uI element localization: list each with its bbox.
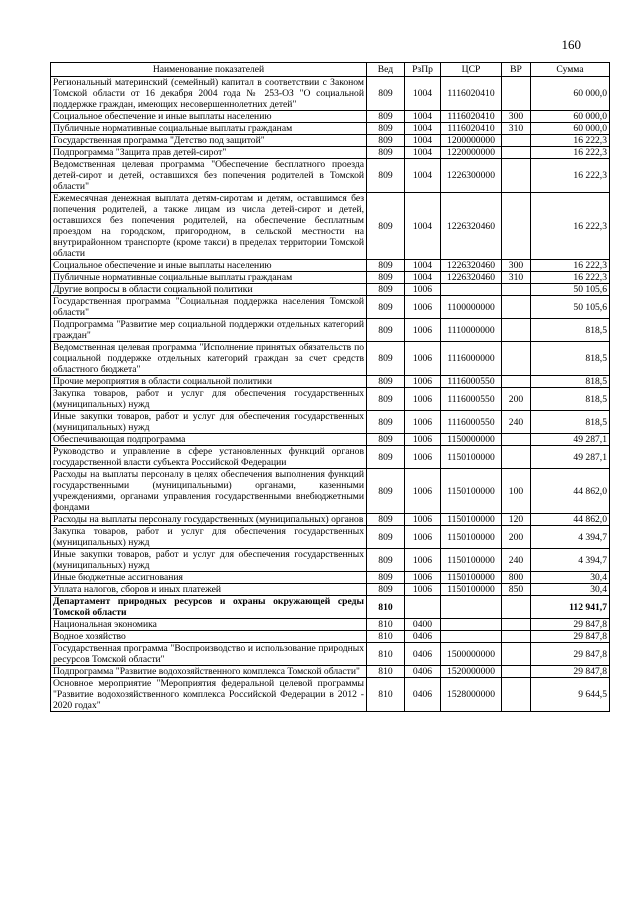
table-row: [51, 549, 610, 572]
cell-csr: [441, 284, 502, 296]
cell-rzpr: 0406: [405, 631, 441, 643]
cell-vr: 240: [502, 411, 531, 434]
cell-ved: 809: [367, 549, 405, 572]
cell-name: Прочие мероприятия в области социальной политики: [51, 376, 367, 388]
cell-name: Ежемесячная денежная выплата детям-сиротам и детям, оставшимся без попечения родителей, а также лицам из числа детей-сирот и детей, оставшихся без попечения родителей, на обеспечение бесплатным проездом на городском, пригородном, в сельской местности на внутрирайонном транспорте (кроме такси) в пределах территории Томской области: [51, 193, 367, 260]
cell-ved: 809: [367, 388, 405, 411]
cell-sum: 60 000,0: [531, 111, 610, 123]
budget-table: [50, 62, 610, 712]
table-row: [51, 260, 610, 272]
cell-csr: 1150100000: [441, 526, 502, 549]
cell-ved: 809: [367, 446, 405, 469]
table-row: [51, 342, 610, 376]
cell-rzpr: 1006: [405, 514, 441, 526]
cell-rzpr: 1006: [405, 296, 441, 319]
cell-name: Ведомственная целевая программа "Исполнение принятых обязательств по социальной поддержке отдельных категорий граждан за счет средств областного бюджета": [51, 342, 367, 376]
cell-sum: 818,5: [531, 388, 610, 411]
cell-csr: 1226320460: [441, 260, 502, 272]
table-row: [51, 147, 610, 159]
cell-csr: 1116000000: [441, 342, 502, 376]
cell-rzpr: 1006: [405, 284, 441, 296]
cell-name: Подпрограмма "Развитие водохозяйственного комплекса Томской области": [51, 666, 367, 678]
cell-ved: 809: [367, 296, 405, 319]
cell-vr: [502, 193, 531, 260]
table-row: [51, 319, 610, 342]
cell-ved: 809: [367, 376, 405, 388]
cell-ved: 809: [367, 272, 405, 284]
table-row: [51, 123, 610, 135]
cell-vr: 310: [502, 272, 531, 284]
table-row: [51, 284, 610, 296]
table-row: [51, 111, 610, 123]
cell-name: Подпрограмма "Защита прав детей-сирот": [51, 147, 367, 159]
table-row: [51, 446, 610, 469]
cell-rzpr: 1006: [405, 319, 441, 342]
table-header-row: [51, 63, 610, 77]
cell-sum: 16 222,3: [531, 193, 610, 260]
cell-vr: [502, 135, 531, 147]
cell-vr: [502, 284, 531, 296]
cell-csr: 1150000000: [441, 434, 502, 446]
cell-vr: [502, 678, 531, 712]
cell-ved: 809: [367, 159, 405, 193]
cell-sum: 9 644,5: [531, 678, 610, 712]
table-row: [51, 159, 610, 193]
cell-name: Обеспечивающая подпрограмма: [51, 434, 367, 446]
cell-name: Публичные нормативные социальные выплаты гражданам: [51, 123, 367, 135]
cell-csr: 1116000550: [441, 411, 502, 434]
cell-name: Государственная программа "Воспроизводство и использование природных ресурсов Томской области": [51, 643, 367, 666]
cell-rzpr: [405, 596, 441, 619]
cell-ved: 809: [367, 434, 405, 446]
cell-name: Государственная программа "Социальная поддержка населения Томской области": [51, 296, 367, 319]
cell-name: Расходы на выплаты персоналу государственных (муниципальных) органов: [51, 514, 367, 526]
cell-ved: 809: [367, 260, 405, 272]
cell-sum: 44 862,0: [531, 514, 610, 526]
cell-ved: 809: [367, 342, 405, 376]
cell-rzpr: 0400: [405, 619, 441, 631]
cell-vr: 300: [502, 111, 531, 123]
cell-rzpr: 1006: [405, 469, 441, 514]
cell-csr: [441, 631, 502, 643]
cell-ved: 810: [367, 631, 405, 643]
cell-csr: 1528000000: [441, 678, 502, 712]
cell-vr: [502, 596, 531, 619]
cell-ved: 809: [367, 111, 405, 123]
cell-vr: 850: [502, 584, 531, 596]
cell-csr: 1226300000: [441, 159, 502, 193]
cell-name: Закупка товаров, работ и услуг для обеспечения государственных (муниципальных) нужд: [51, 388, 367, 411]
cell-csr: [441, 619, 502, 631]
cell-vr: [502, 376, 531, 388]
cell-vr: [502, 631, 531, 643]
cell-sum: 818,5: [531, 319, 610, 342]
cell-sum: 30,4: [531, 584, 610, 596]
cell-csr: 1500000000: [441, 643, 502, 666]
cell-csr: 1220000000: [441, 147, 502, 159]
cell-rzpr: 0406: [405, 643, 441, 666]
cell-vr: 800: [502, 572, 531, 584]
table-row: [51, 411, 610, 434]
cell-name: Социальное обеспечение и иные выплаты населению: [51, 260, 367, 272]
cell-sum: 818,5: [531, 342, 610, 376]
cell-name: Иные бюджетные ассигнования: [51, 572, 367, 584]
cell-vr: 100: [502, 469, 531, 514]
cell-sum: 16 222,3: [531, 147, 610, 159]
cell-name: Публичные нормативные социальные выплаты гражданам: [51, 272, 367, 284]
cell-ved: 809: [367, 514, 405, 526]
cell-name: Ведомственная целевая программа "Обеспечение бесплатного проезда детей-сирот и детей, оставшихся без попечения родителей в Томской области": [51, 159, 367, 193]
table-row: [51, 596, 610, 619]
cell-ved: 810: [367, 596, 405, 619]
cell-sum: 29 847,8: [531, 643, 610, 666]
cell-rzpr: 0406: [405, 666, 441, 678]
cell-sum: 16 222,3: [531, 260, 610, 272]
cell-ved: 809: [367, 526, 405, 549]
table-row: [51, 619, 610, 631]
table-row: [51, 77, 610, 111]
cell-vr: [502, 342, 531, 376]
cell-vr: 310: [502, 123, 531, 135]
cell-csr: 1116000550: [441, 388, 502, 411]
cell-rzpr: 1006: [405, 572, 441, 584]
cell-rzpr: 1006: [405, 446, 441, 469]
cell-rzpr: 1006: [405, 584, 441, 596]
table-row: [51, 631, 610, 643]
cell-ved: 809: [367, 584, 405, 596]
cell-vr: [502, 319, 531, 342]
cell-sum: 29 847,8: [531, 666, 610, 678]
cell-sum: 16 222,3: [531, 135, 610, 147]
table-row: [51, 526, 610, 549]
cell-vr: [502, 77, 531, 111]
table-row: [51, 193, 610, 260]
cell-rzpr: 1004: [405, 111, 441, 123]
table-row: [51, 469, 610, 514]
table-row: [51, 584, 610, 596]
cell-sum: 30,4: [531, 572, 610, 584]
cell-csr: 1200000000: [441, 135, 502, 147]
cell-name: Подпрограмма "Развитие мер социальной поддержки отдельных категорий граждан": [51, 319, 367, 342]
cell-sum: 49 287,1: [531, 446, 610, 469]
cell-name: Закупка товаров, работ и услуг для обеспечения государственных (муниципальных) нужд: [51, 526, 367, 549]
cell-ved: 809: [367, 193, 405, 260]
cell-rzpr: 1004: [405, 77, 441, 111]
cell-sum: 60 000,0: [531, 77, 610, 111]
cell-rzpr: 1006: [405, 434, 441, 446]
cell-ved: 810: [367, 678, 405, 712]
cell-name: Водное хозяйство: [51, 631, 367, 643]
cell-vr: 240: [502, 549, 531, 572]
cell-rzpr: 1004: [405, 123, 441, 135]
table-row: [51, 296, 610, 319]
cell-csr: 1150100000: [441, 446, 502, 469]
cell-name: Другие вопросы в области социальной политики: [51, 284, 367, 296]
cell-name: Иные закупки товаров, работ и услуг для обеспечения государственных (муниципальных) нужд: [51, 411, 367, 434]
cell-rzpr: 1006: [405, 388, 441, 411]
cell-rzpr: 1006: [405, 549, 441, 572]
cell-csr: 1116000550: [441, 376, 502, 388]
table-row: [51, 514, 610, 526]
cell-rzpr: 1006: [405, 526, 441, 549]
cell-sum: 112 941,7: [531, 596, 610, 619]
cell-ved: 810: [367, 619, 405, 631]
cell-name: Государственная программа "Детство под защитой": [51, 135, 367, 147]
cell-name: Уплата налогов, сборов и иных платежей: [51, 584, 367, 596]
cell-name: Основное мероприятие "Мероприятия федеральной целевой программы "Развитие водохозяйственного комплекса Российской Федерации в 2012 - 2020 годах": [51, 678, 367, 712]
cell-name: Расходы на выплаты персоналу в целях обеспечения выполнения функций государственными (муниципальными) органами, казенными учреждениями, органами управления государственными внебюджетными фондами: [51, 469, 367, 514]
cell-sum: 44 862,0: [531, 469, 610, 514]
cell-ved: 809: [367, 411, 405, 434]
cell-vr: 120: [502, 514, 531, 526]
cell-rzpr: 1004: [405, 260, 441, 272]
cell-vr: [502, 147, 531, 159]
cell-rzpr: 1006: [405, 411, 441, 434]
cell-name: Руководство и управление в сфере установленных функций органов государственной власти субъекта Российской Федерации: [51, 446, 367, 469]
table-row: [51, 572, 610, 584]
table-row: [51, 376, 610, 388]
header-ved: Вед: [367, 63, 405, 77]
cell-sum: 4 394,7: [531, 549, 610, 572]
cell-csr: [441, 596, 502, 619]
cell-sum: 16 222,3: [531, 159, 610, 193]
cell-rzpr: 1004: [405, 272, 441, 284]
page-number: 160: [561, 37, 581, 52]
cell-name: Национальная экономика: [51, 619, 367, 631]
cell-csr: 1116020410: [441, 111, 502, 123]
cell-csr: 1116020410: [441, 123, 502, 135]
cell-vr: [502, 296, 531, 319]
cell-sum: 49 287,1: [531, 434, 610, 446]
table-row: [51, 272, 610, 284]
header-rzpr: РзПр: [405, 63, 441, 77]
cell-rzpr: 1006: [405, 342, 441, 376]
cell-vr: [502, 643, 531, 666]
cell-sum: 60 000,0: [531, 123, 610, 135]
cell-rzpr: 1004: [405, 159, 441, 193]
cell-ved: 809: [367, 469, 405, 514]
cell-vr: [502, 619, 531, 631]
cell-ved: 809: [367, 284, 405, 296]
cell-sum: 4 394,7: [531, 526, 610, 549]
cell-name: Иные закупки товаров, работ и услуг для обеспечения государственных (муниципальных) нужд: [51, 549, 367, 572]
cell-vr: [502, 434, 531, 446]
cell-ved: 809: [367, 77, 405, 111]
header-csr: ЦСР: [441, 63, 502, 77]
table-row: [51, 135, 610, 147]
cell-rzpr: 1004: [405, 193, 441, 260]
cell-csr: 1110000000: [441, 319, 502, 342]
cell-name: Департамент природных ресурсов и охраны окружающей среды Томской области: [51, 596, 367, 619]
cell-ved: 809: [367, 147, 405, 159]
cell-name: Региональный материнский (семейный) капитал в соответствии с Законом Томской области от 16 декабря 2004 года № 253-ОЗ "О социальной поддержке граждан, имеющих несовершеннолетних детей": [51, 77, 367, 111]
cell-ved: 810: [367, 643, 405, 666]
table-row: [51, 643, 610, 666]
cell-vr: [502, 666, 531, 678]
cell-csr: 1150100000: [441, 514, 502, 526]
cell-csr: 1520000000: [441, 666, 502, 678]
cell-csr: 1150100000: [441, 572, 502, 584]
cell-rzpr: 1004: [405, 135, 441, 147]
table-row: [51, 388, 610, 411]
cell-ved: 809: [367, 319, 405, 342]
cell-vr: [502, 159, 531, 193]
cell-sum: 50 105,6: [531, 284, 610, 296]
cell-sum: 818,5: [531, 411, 610, 434]
cell-rzpr: 1004: [405, 147, 441, 159]
cell-sum: 50 105,6: [531, 296, 610, 319]
cell-csr: 1150100000: [441, 549, 502, 572]
cell-csr: 1226320460: [441, 272, 502, 284]
table-row: [51, 678, 610, 712]
header-name: Наименование показателей: [51, 63, 367, 77]
cell-sum: 29 847,8: [531, 619, 610, 631]
cell-vr: 300: [502, 260, 531, 272]
cell-csr: 1116020410: [441, 77, 502, 111]
cell-sum: 818,5: [531, 376, 610, 388]
cell-ved: 809: [367, 135, 405, 147]
header-vr: ВР: [502, 63, 531, 77]
cell-sum: 29 847,8: [531, 631, 610, 643]
cell-ved: 810: [367, 666, 405, 678]
cell-rzpr: 0406: [405, 678, 441, 712]
cell-sum: 16 222,3: [531, 272, 610, 284]
cell-csr: 1150100000: [441, 469, 502, 514]
cell-vr: 200: [502, 526, 531, 549]
cell-ved: 809: [367, 572, 405, 584]
cell-csr: 1226320460: [441, 193, 502, 260]
cell-csr: 1150100000: [441, 584, 502, 596]
table-row: [51, 434, 610, 446]
header-sum: Сумма: [531, 63, 610, 77]
table-row: [51, 666, 610, 678]
cell-csr: 1100000000: [441, 296, 502, 319]
cell-rzpr: 1006: [405, 376, 441, 388]
cell-name: Социальное обеспечение и иные выплаты населению: [51, 111, 367, 123]
cell-vr: 200: [502, 388, 531, 411]
cell-ved: 809: [367, 123, 405, 135]
cell-vr: [502, 446, 531, 469]
